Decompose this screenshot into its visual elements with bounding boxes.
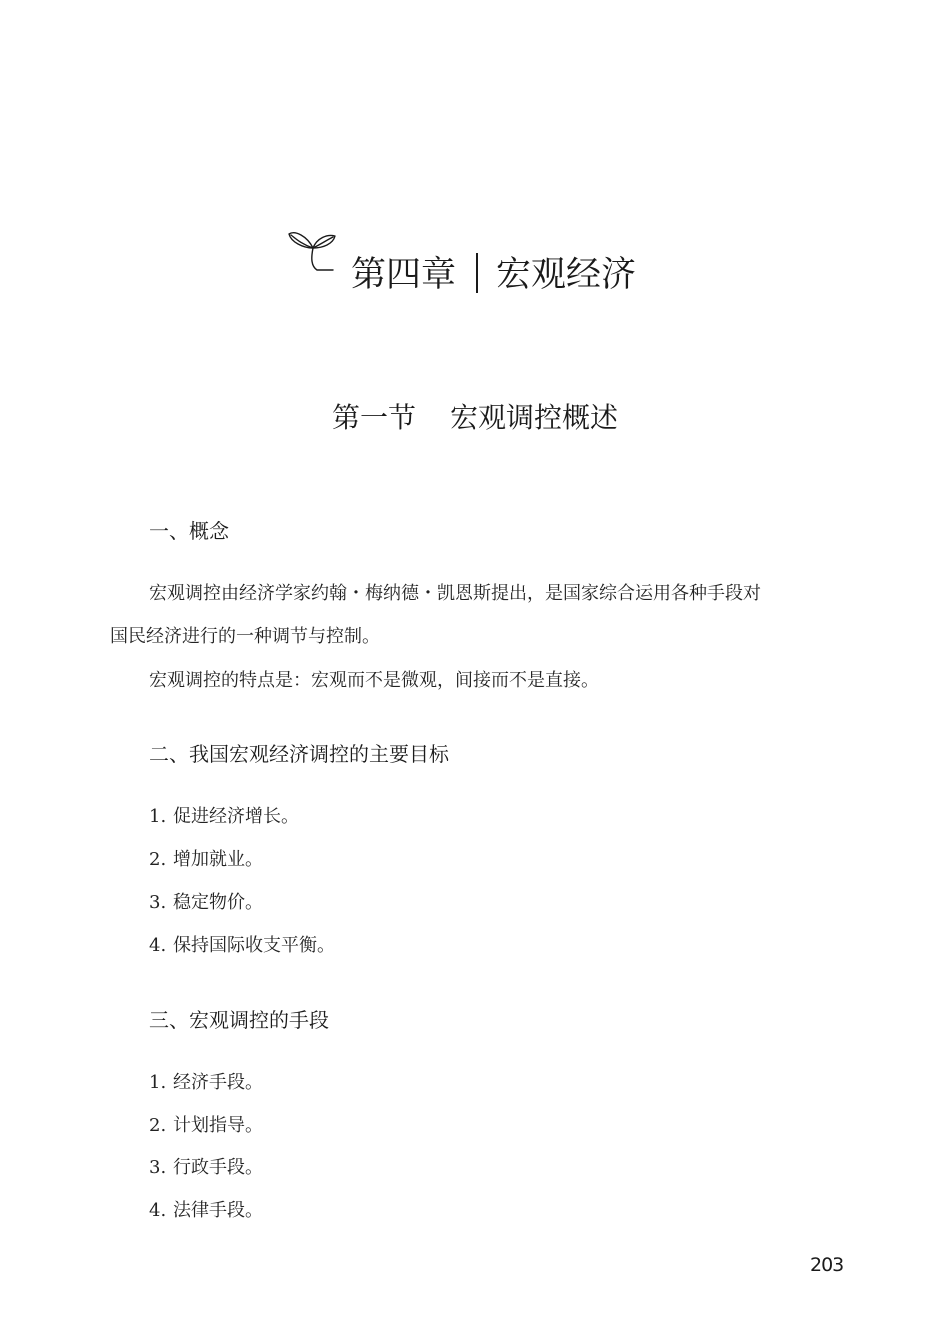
section-name: 宏观调控概述 (450, 401, 619, 434)
list-item: 2. 计划指导。 (149, 1115, 263, 1136)
heading-main-goals: 二、我国宏观经济调控的主要目标 (149, 742, 449, 766)
paragraph-concept-line2: 国民经济进行的一种调节与控制。 (110, 626, 380, 647)
heading-concept: 一、概念 (149, 519, 229, 543)
list-item: 3. 行政手段。 (149, 1157, 263, 1178)
chapter-title-divider (476, 253, 478, 293)
paragraph-characteristics: 宏观调控的特点是：宏观而不是微观，间接而不是直接。 (149, 670, 599, 691)
list-item: 4. 法律手段。 (149, 1200, 263, 1221)
page-number: 203 (810, 1254, 844, 1276)
chapter-name: 宏观经济 (496, 255, 637, 295)
list-item: 1. 经济手段。 (149, 1072, 263, 1093)
chapter-number: 第四章 (351, 255, 457, 295)
sprout-icon (287, 228, 337, 276)
list-item: 3. 稳定物价。 (149, 892, 263, 913)
paragraph-concept-line1: 宏观调控由经济学家约翰・梅纳德・凯恩斯提出，是国家综合运用各种手段对 (149, 583, 761, 604)
chapter-title (351, 252, 636, 298)
chapter-header (0, 0, 950, 320)
section-title (0, 398, 950, 438)
list-item: 2. 增加就业。 (149, 849, 263, 870)
heading-means: 三、宏观调控的手段 (149, 1008, 329, 1032)
list-item: 4. 保持国际收支平衡。 (149, 935, 335, 956)
list-item: 1. 促进经济增长。 (149, 806, 299, 827)
section-number: 第一节 (331, 401, 416, 434)
